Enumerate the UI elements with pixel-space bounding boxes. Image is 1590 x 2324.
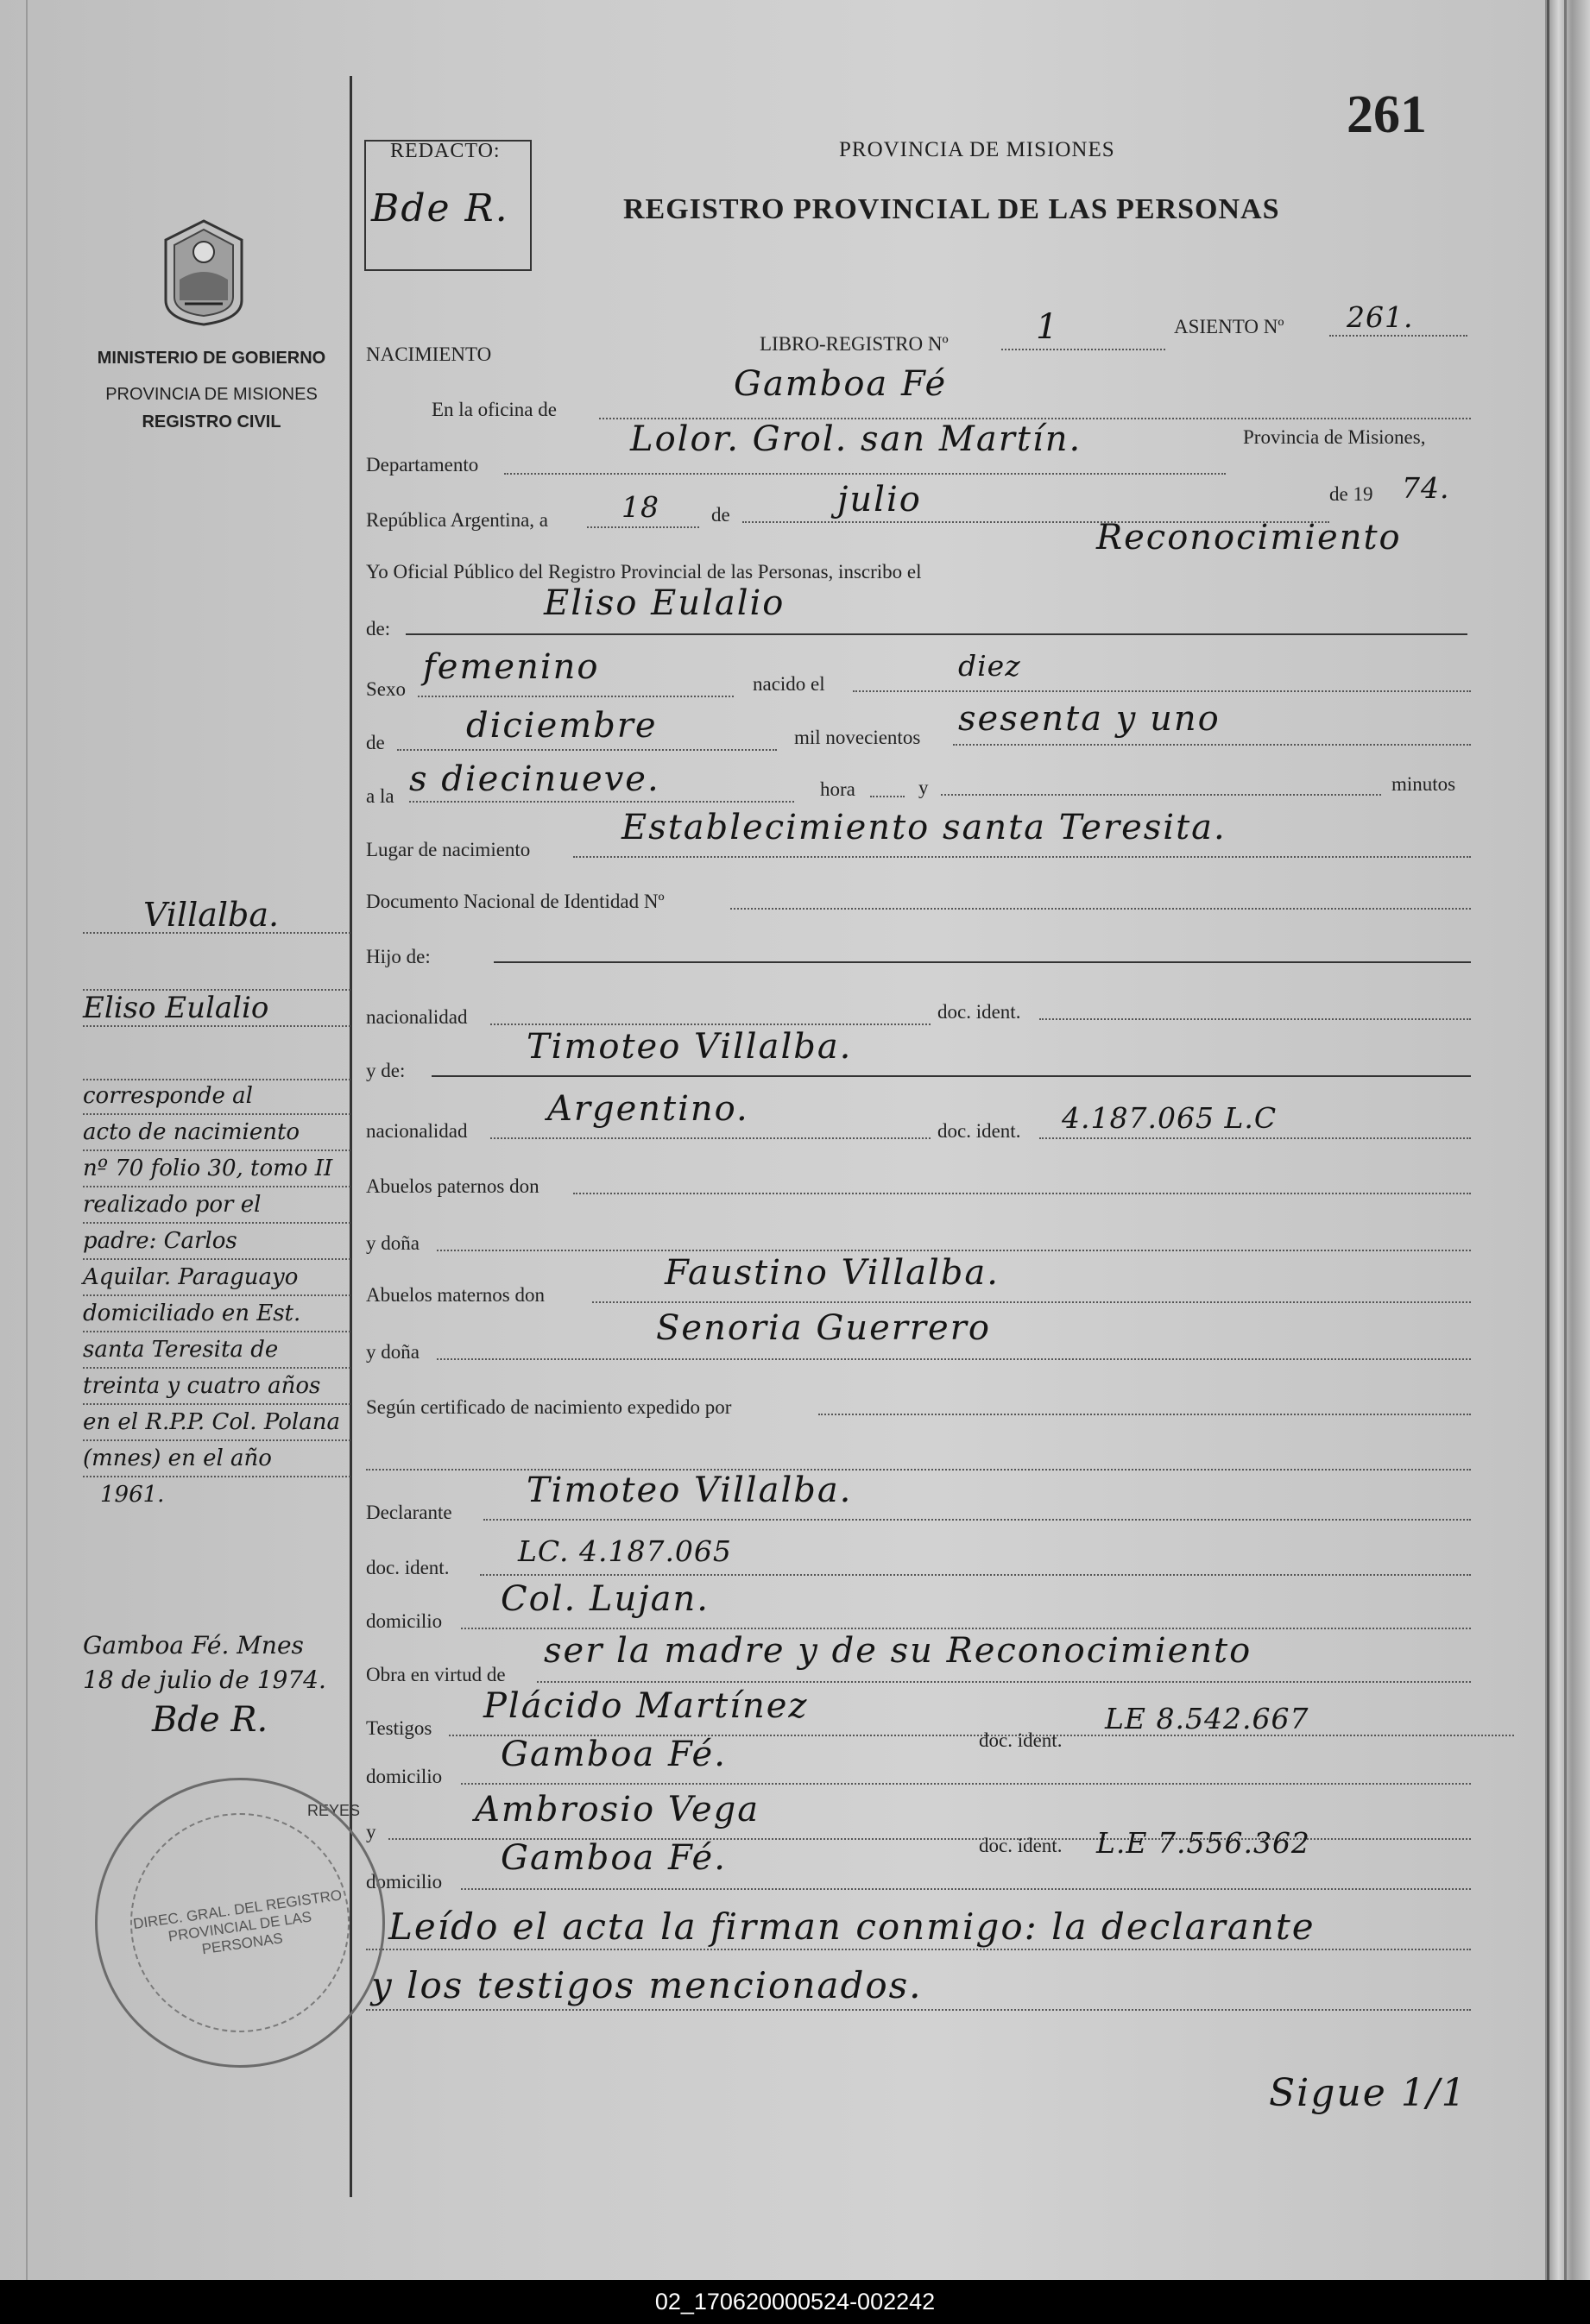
ministry-label: MINISTERIO DE GOBIERNO <box>97 349 326 368</box>
margin-annotation <box>83 1079 350 1512</box>
sexo-value: femenino <box>423 647 600 687</box>
testigo2-value: Ambrosio Vega <box>475 1790 760 1830</box>
padre-value: Timoteo Villalba. <box>527 1027 853 1067</box>
de3-label: de <box>366 732 385 753</box>
coat-of-arms-icon <box>161 217 247 328</box>
margin-note-line: realizado por el <box>83 1187 350 1224</box>
margin-apellido: Villalba. <box>83 897 350 934</box>
testigo1-value: Plácido Martínez <box>483 1686 809 1726</box>
departamento-value: Lolor. Grol. san Martín. <box>630 419 1082 459</box>
abuela-mat-value: Senoria Guerrero <box>656 1308 991 1348</box>
hijo-label: Hijo de: <box>366 946 431 967</box>
dni-label: Documento Nacional de Identidad Nº <box>366 891 665 912</box>
margin-lugar: Gamboa Fé. Mnes <box>83 1631 304 1660</box>
redacto-initials: Bde R. <box>371 186 509 230</box>
redacto-box <box>364 140 532 271</box>
doc-ident2-label: doc. ident. <box>937 1120 1021 1142</box>
nacionalidad2-label: nacionalidad <box>366 1120 468 1142</box>
testigo1-doc-value: LE 8.542.667 <box>1105 1702 1309 1735</box>
margin-note-line: nº 70 folio 30, tomo II <box>83 1151 350 1187</box>
libro-label: LIBRO-REGISTRO Nº <box>760 333 949 355</box>
hora-label: hora <box>820 778 855 800</box>
dia-value: 18 <box>621 490 659 524</box>
file-id-bar: 02_170620000524-002242 <box>0 2280 1590 2324</box>
abuelos-pat-label: Abuelos paternos don <box>366 1175 539 1197</box>
margin-nombre: Eliso Eulalio <box>83 991 350 1027</box>
abuelo-mat-value: Faustino Villalba. <box>665 1253 1000 1293</box>
reyes-stamp: REYES <box>307 1802 361 1819</box>
page-number: 261 <box>1347 85 1427 144</box>
anio-value: 74. <box>1402 471 1450 505</box>
registry-seal <box>95 1778 385 2068</box>
domicilio-t1-label: domicilio <box>366 1766 443 1787</box>
de-label: de <box>711 504 730 526</box>
declarante-label: Declarante <box>366 1502 452 1523</box>
margin-note-line: padre: Carlos <box>83 1224 350 1260</box>
domicilio-t2-value: Gamboa Fé. <box>501 1838 727 1878</box>
obra-value: ser la madre y de su Reconocimiento <box>544 1631 1252 1671</box>
civil-registry-label: REGISTRO CIVIL <box>142 413 281 431</box>
abuelos-mat-label: Abuelos maternos don <box>366 1284 545 1306</box>
domicilio-label: domicilio <box>366 1610 443 1632</box>
inscribo-value: Reconocimiento <box>1096 518 1402 557</box>
nacionalidad2-value: Argentino. <box>547 1089 749 1129</box>
record-type: NACIMIENTO <box>366 343 492 365</box>
doc-ident3-label: doc. ident. <box>366 1557 450 1578</box>
oficina-value: Gamboa Fé <box>734 364 948 404</box>
mil-label: mil novecientos <box>794 727 921 748</box>
testigo2-doc-label: doc. ident. <box>979 1835 1063 1856</box>
oficina-label: En la oficina de <box>432 399 557 420</box>
inscribo-label: Yo Oficial Público del Registro Provincial de las Personas, inscribo el <box>366 561 922 583</box>
book-edge <box>1545 0 1590 2280</box>
testigos-label: Testigos <box>366 1717 432 1739</box>
ala-value: s diecinueve. <box>409 759 660 799</box>
margin-note-line: 1961. <box>100 1482 165 1508</box>
margin-name-block <box>83 897 350 1080</box>
republica-label: República Argentina, a <box>366 509 548 531</box>
domicilio-t1-value: Gamboa Fé. <box>501 1735 727 1774</box>
doc-decl-value: LC. 4.187.065 <box>518 1534 732 1568</box>
libro-value: 1 <box>1036 307 1060 347</box>
mes-value: julio <box>837 480 922 520</box>
margin-firma: Bde R. <box>152 1700 268 1740</box>
lugar-label: Lugar de nacimiento <box>366 839 531 860</box>
margin-note-line: santa Teresita de <box>83 1332 350 1369</box>
registry-heading: REGISTRO PROVINCIAL DE LAS PERSONAS <box>623 193 1280 225</box>
nombre-value: Eliso Eulalio <box>544 583 786 623</box>
ydona-label: y doña <box>366 1232 420 1254</box>
asiento-label: ASIENTO Nº <box>1174 316 1284 337</box>
testigo2-doc-value: L.E 7.556.362 <box>1096 1826 1310 1860</box>
mes-nac-value: diciembre <box>466 706 658 746</box>
binding-rule <box>26 0 28 2280</box>
doc-ident-label: doc. ident. <box>937 1001 1021 1023</box>
province-heading: PROVINCIA DE MISIONES <box>839 138 1115 161</box>
cierre-line1: Leído el acta la firman conmigo: la declarante <box>388 1905 1316 1948</box>
nacionalidad-label: nacionalidad <box>366 1006 468 1028</box>
obra-label: Obra en virtud de <box>366 1664 506 1685</box>
cierre-line2: y los testigos mencionados. <box>371 1964 923 2006</box>
anio-label: de 19 <box>1329 483 1373 505</box>
domicilio-value: Col. Lujan. <box>501 1579 710 1619</box>
nacido-value: diez <box>958 649 1021 683</box>
sigue-note: Sigue 1/1 <box>1269 2071 1467 2115</box>
seal-text: DIREC. GRAL. DEL REGISTRO PROVINCIAL DE LAS PERSONAS <box>131 1886 344 1958</box>
minutos-label: minutos <box>1391 773 1456 795</box>
province-label: PROVINCIA DE MISIONES <box>105 385 318 404</box>
margin-note-line: en el R.P.P. Col. Polana <box>83 1405 350 1441</box>
provincia-label: Provincia de Misiones, <box>1243 426 1426 448</box>
margin-note-line: corresponde al <box>83 1079 350 1115</box>
testigo1-doc-label: doc. ident. <box>979 1729 1063 1751</box>
margin-note-line: domiciliado en Est. <box>83 1296 350 1332</box>
anio-nac-value: sesenta y uno <box>958 699 1221 739</box>
y-label: y <box>918 777 929 798</box>
domicilio-t2-label: domicilio <box>366 1871 443 1893</box>
margin-note-line: treinta y cuatro años <box>83 1369 350 1405</box>
margin-place-date <box>83 1631 350 1745</box>
sexo-label: Sexo <box>366 678 406 700</box>
redacto-label: REDACTO: <box>390 140 501 162</box>
asiento-value: 261. <box>1347 300 1414 334</box>
yde-label: y de: <box>366 1060 406 1081</box>
ydona2-label: y doña <box>366 1341 420 1363</box>
declarante-value: Timoteo Villalba. <box>527 1471 853 1510</box>
margin-note-line: (mnes) en el año <box>83 1441 350 1477</box>
margin-fecha: 18 de julio de 1974. <box>83 1666 326 1694</box>
segun-label: Según certificado de nacimiento expedido por <box>366 1396 732 1418</box>
margin-note-line: Aquilar. Paraguayo <box>83 1260 350 1296</box>
ala-label: a la <box>366 785 394 807</box>
doc-padre-value: 4.187.065 L.C <box>1062 1101 1278 1135</box>
y2-label: y <box>366 1821 376 1842</box>
de2-label: de: <box>366 618 391 639</box>
margin-note-line: acto de nacimiento <box>83 1115 350 1151</box>
departamento-label: Departamento <box>366 454 479 476</box>
lugar-value: Establecimiento santa Teresita. <box>621 808 1227 847</box>
nacido-label: nacido el <box>753 673 825 695</box>
